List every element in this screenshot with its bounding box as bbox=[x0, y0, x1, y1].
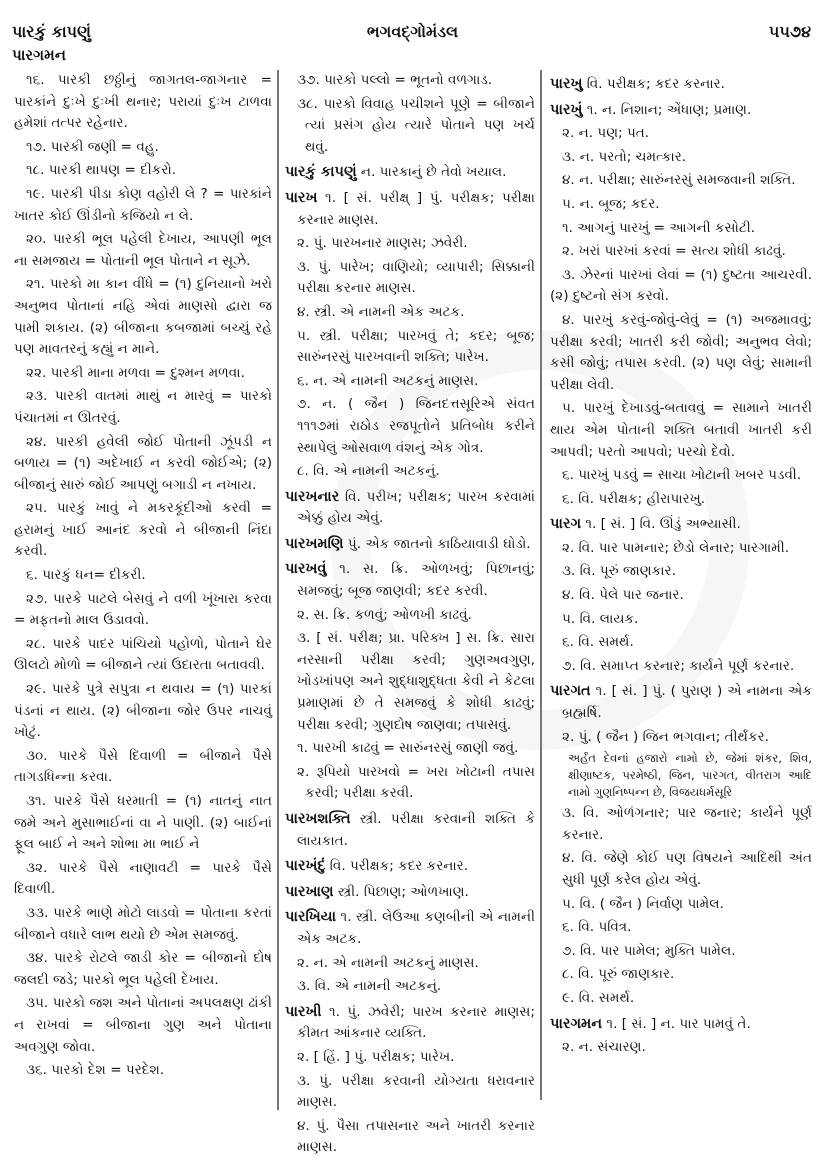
definition-text: ૨. પું. પારખનાર માણસ; ઝવેરી. bbox=[297, 235, 468, 252]
column-3 bbox=[550, 70, 812, 1061]
entry-sense bbox=[14, 903, 272, 946]
definition-text: ૨. [ હિં. ] પું. પરીક્ષક; પારેખ. bbox=[297, 1048, 455, 1065]
page-number: ૫૫૭૪ bbox=[768, 22, 811, 41]
definition-text: ૪. પું. પૈસા તપાસનાર અને ખાતરી કરનાર માણસ. bbox=[297, 1117, 535, 1156]
entry-sense bbox=[14, 386, 272, 429]
definition-text: ૫. વિ. લાયક. bbox=[562, 610, 639, 627]
dictionary-entry bbox=[285, 487, 535, 530]
entry-sense bbox=[14, 137, 272, 159]
dictionary-entry bbox=[285, 1002, 535, 1045]
definition-text: સ્ત્રી. પરીક્ષા કરવાની શક્તિ કે લાયકાત. bbox=[297, 811, 535, 849]
definition-text: ૨૪. પારકી હવેલી જોઈ પોતાની ઝૂંપડી ન બળાય = (૧) અદેખાઈ ન કરવી જોઈએ; (૨) બીજાનું સારું જોઈ આપણું બગાડી ન નખાય. bbox=[14, 433, 272, 493]
entry-sense bbox=[550, 170, 812, 192]
definition-text: ૧. ન. નિશાન; એંધાણ; પ્રમાણ. bbox=[582, 101, 752, 118]
dictionary-entry bbox=[285, 856, 535, 878]
definition-text: ૩૦. પારકે પૈસે દિવાળી = બીજાને પૈસે તાગડધિન્ના કરવા. bbox=[14, 747, 272, 786]
dictionary-entry bbox=[550, 1014, 812, 1036]
definition-text: ૩૮. પારકો વિવાહ પચીશને પૂણે = બીજાને ત્યાં પ્રસંગ હોય ત્યારે પોતાને પણ ખર્ચ થવું. bbox=[297, 95, 535, 155]
definition-text: ૬. વિ. સમર્થ. bbox=[562, 634, 634, 651]
definition-text: ૪. વિ. પેલે પાર જનાર. bbox=[562, 587, 684, 604]
definition-text: ૩૫. પારકો જશ અને પોતાનાં અપલક્ષણ ઢાંકી ન રાખવાં = બીજાના ગુણ અને પોતાના અવગુણ જોવા. bbox=[14, 995, 272, 1055]
entry-sense bbox=[550, 1037, 812, 1059]
definition-text: ૩૭. પારકો પલ્લો = ભૂતનો વળગાડ. bbox=[297, 72, 493, 88]
definition-text: ૮. વિ. પૂરું જાણકાર. bbox=[562, 966, 675, 983]
definition-text: ૨૫. પારકું ખાવું ને મકરકૂંદીઓ કરવી = હરામનું ખાઈ આનંદ કરવો ને બીજાની નિંદા કરવી. bbox=[14, 500, 272, 560]
entry-sense bbox=[550, 489, 812, 511]
headword: પારકું કાપણું bbox=[285, 164, 357, 181]
definition-text: ૨૧. પારકો મા કાન વીંધે = (૧) દુનિયાનો ખરો અનુભવ પોતાનાં નહિ એવાં માણસો દ્વારા જ પામી શકાય. (૨) બીજાના કબજામાં બચ્ચું રહે પણ માવતરનું કહ્યું ન માને. bbox=[14, 276, 272, 358]
definition-text: ૭. વિ. સમાપ્ત કરનાર; કાર્યને પૂર્ણ કરનાર. bbox=[562, 657, 795, 674]
entry-sense bbox=[550, 218, 812, 240]
entry-sense bbox=[285, 1071, 535, 1114]
entry-sense bbox=[285, 953, 535, 975]
entry-sense bbox=[14, 634, 272, 677]
entry-sense bbox=[550, 848, 812, 891]
entry-sense bbox=[550, 194, 812, 216]
definition-text: ૬. વિ. પરીક્ષક; હીરાપારખુ. bbox=[562, 490, 706, 507]
entry-sense bbox=[550, 123, 812, 145]
dictionary-entry bbox=[550, 74, 812, 96]
definition-text: ૧૮. પારકી થાપણ = દીકરો. bbox=[26, 162, 177, 179]
entry-sense bbox=[285, 976, 535, 998]
entry-sense bbox=[550, 656, 812, 678]
dictionary-entry bbox=[285, 162, 535, 184]
definition-text: ૩. વિ. ઓળંગનાર; પાર જનાર; કાર્યને પૂર્ણ કરનાર. bbox=[562, 805, 812, 843]
entry-sense bbox=[285, 70, 535, 92]
entry-sense bbox=[285, 302, 535, 324]
headword: પારગત bbox=[550, 683, 591, 700]
definition-text: ૩. વિ. એ નામની અટકનું. bbox=[297, 978, 442, 995]
definition-text: ૪. પારખું કરવું-જોવું-લેવું = (૧) અજમાવવું; પરીક્ષા કરવી; ખાતરી કરી જોવી; અનુભવ લેવો; કસી જોવું; તપાસ કરવી. (૨) પણ લેવું; સામાની પરીક્ષા લેવી. bbox=[550, 311, 812, 393]
entry-sense bbox=[285, 762, 535, 805]
definition-text: વિ. પરીખ; પરીક્ષક; પારખ કરવામાં એક્કું હોય એવું. bbox=[297, 488, 535, 527]
definition-text: ૫. પારખું દેખાડવું-બતાવવું = સામાને ખાતરી થાય એમ પોતાની શક્તિ બતાવી ખાતરી કરી આપવી; પરતો આપવો; પરચો દેવો. bbox=[550, 400, 812, 460]
entry-sense bbox=[14, 858, 272, 901]
column-divider bbox=[277, 70, 279, 1110]
definition-text: ૨૯. પારકે પુત્રે સપુત્રા ન થવાય = (૧) પારકાં પંડનાં ન થાય. (૨) બીજાના જોર ઉપર નાચવું ખોટું. bbox=[14, 681, 272, 741]
entry-sense bbox=[550, 727, 812, 749]
entry-sense bbox=[14, 948, 272, 991]
entry-sense bbox=[14, 791, 272, 856]
headword: પારખી bbox=[285, 1003, 322, 1020]
entry-sense bbox=[550, 241, 812, 263]
entry-sense bbox=[14, 229, 272, 272]
definition-text: વિ. પરીક્ષક; કદર કરનાર. bbox=[325, 858, 469, 875]
definition-text: ૭. ન. ( જૈન ) જિનદત્તસૂરિએ સંવત ૧૧૧૭માં રાઠોડ રજપૂતોને પ્રતિબોધ કરીને સ્થાપેલું ઓસવાળ વંશનું એક ગોત્ર. bbox=[297, 396, 535, 456]
entry-sense bbox=[285, 257, 535, 300]
entry-sense bbox=[550, 265, 812, 308]
definition-text: ૫. ન. બૂજ; કદર. bbox=[562, 195, 660, 212]
entry-sense bbox=[285, 461, 535, 483]
entry-sense bbox=[285, 394, 535, 459]
entry-sense bbox=[14, 1060, 272, 1082]
definition-text: ૧. સ્ત્રી. લેઉઆ કણબીની એ નામની એક અટક. bbox=[297, 909, 535, 947]
entry-sense bbox=[14, 993, 272, 1058]
entry-sense bbox=[550, 917, 812, 939]
entry-sense bbox=[550, 750, 812, 801]
entry-sense bbox=[285, 605, 535, 627]
entry-sense bbox=[14, 184, 272, 227]
definition-text: ૩. વિ. પૂરું જાણકાર. bbox=[562, 563, 676, 580]
definition-text: ૨૩. પારકી વાતમાં માથું ન મારવું = પારકો પંચાતમાં ન ઊતરવું. bbox=[14, 388, 272, 426]
headword: પારગમન bbox=[550, 1015, 603, 1032]
definition-text: ૧૭. પારકી જણી = વહુ. bbox=[26, 138, 159, 155]
dictionary-entry bbox=[285, 559, 535, 602]
dictionary-entry bbox=[285, 907, 535, 950]
definition-text: ૨. વિ. પાર પામનાર; છેડો લેનાર; પારગામી. bbox=[562, 539, 790, 556]
definition-text: ૬. વિ. પવિત્ર. bbox=[562, 919, 632, 936]
headword: પારખંદું bbox=[285, 858, 326, 875]
entry-sense bbox=[285, 326, 535, 369]
running-head-left: પારકું કાપણું bbox=[12, 22, 91, 41]
definition-text: ૧. [ સં. પરીક્ષ્ ] પું. પરીક્ષક; પરીક્ષા કરનાર માણસ. bbox=[297, 189, 535, 228]
headword: પારખું bbox=[550, 101, 583, 118]
definition-text: ૮. વિ. એ નામની અટકનું. bbox=[297, 463, 440, 480]
entry-sense bbox=[550, 147, 812, 169]
entry-sense bbox=[550, 988, 812, 1010]
definition-text: ૧૬. પારકી છઠ્ઠીનું જાગતલ-જાગનાર = પારકાંને દુઃખે દુઃખી થનાર; પરાયાં દુઃખ ટાળવા હમેશાં તત્પર રહેનાર. bbox=[14, 72, 272, 132]
headword: પારખશક્તિ bbox=[285, 811, 351, 827]
dictionary-entry bbox=[285, 534, 535, 556]
definition-text: ૨. સ. ક્રિ. કળવું; ઓળખી કાઢવું. bbox=[297, 606, 472, 623]
entry-sense bbox=[285, 371, 535, 393]
definition-text: ૧. [ સં. ] પું. ( પુરાણ ) એ નામના એક બ્રહ્મર્ષિ. bbox=[562, 683, 812, 722]
definition-text: ૩૩. પારકે ભાણે મોટો લાડવો = પોતાના કરતાં બીજાને વધારે લાભ થયો છે એમ સમજવું. bbox=[14, 904, 272, 943]
dictionary-entry bbox=[550, 681, 812, 724]
definition-text: ૧. પું. ઝવેરી; પારખ કરનાર માણસ; કીમત આંકનાર વ્યક્તિ. bbox=[297, 1003, 535, 1042]
dictionary-entry bbox=[285, 188, 535, 231]
entry-sense bbox=[550, 964, 812, 986]
book-title: ભગવદ્ગોમંડલ bbox=[366, 22, 459, 41]
definition-text: ૩. ઝેરનાં પારખાં લેવાં = (૧) દુષ્ટતા આચરવી. (૨) દુષ્ટનો સંગ કરવો. bbox=[550, 266, 812, 305]
entry-sense bbox=[550, 894, 812, 916]
entry-sense bbox=[14, 679, 272, 744]
definition-text: ૩૧. પારકે પૈસે ધરમાતી = (૧) નાતનું નાત જમે અને મુસાભાઈનાં વા ને પાણી. (૨) બાઈનાં ફૂલ બાઈ ને અને શોભા મા ભાઈ ને bbox=[14, 793, 272, 853]
entry-sense bbox=[14, 498, 272, 563]
definition-text: સ્ત્રી. પિછાણ; ઓળખાણ. bbox=[333, 883, 469, 900]
definition-text: ૩. ન. પરતો; ચમત્કાર. bbox=[562, 148, 687, 165]
definition-text: ૨. રૂપિયો પારખવો = ખરા ખોટાની તપાસ કરવી; પરીક્ષા કરવી. bbox=[297, 763, 535, 802]
definition-text: ૨૭. પારકે પાટલે બેસવું ને વળી ખૂંખારા કરવા = મફતનો માલ ઉડાવવો. bbox=[14, 590, 272, 629]
definition-text: ૪. વિ. જેણે કોઈ પણ વિષયને આદિથી અંત સુધી પૂર્ણ કરેલ હોય એવું. bbox=[562, 850, 812, 888]
definition-text: ૪. સ્ત્રી. એ નામની એક અટક. bbox=[297, 303, 465, 320]
definition-text: ૩૬. પારકો દેશ = પરદેશ. bbox=[26, 1062, 165, 1079]
definition-text: ૧. આગનું પારખું = આગની કસોટી. bbox=[562, 219, 756, 236]
definition-text: ૨. ન. એ નામની અટકનું માણસ. bbox=[297, 954, 479, 971]
definition-text: ૨. ખરાં પારખાં કરવાં = સત્ય શોધી કાઢવું. bbox=[562, 243, 786, 260]
dictionary-entry bbox=[550, 514, 812, 536]
definition-text: ન. પારકાનું છે તેવો ખયાલ. bbox=[356, 164, 507, 181]
entry-sense bbox=[285, 738, 535, 760]
entry-sense bbox=[285, 233, 535, 255]
entry-sense bbox=[285, 628, 535, 736]
dictionary-entry bbox=[550, 100, 812, 122]
entry-sense bbox=[14, 565, 272, 587]
headword: પારખ bbox=[285, 189, 318, 206]
entry-sense bbox=[285, 94, 535, 159]
definition-text: ૩. પું. પારેખ; વાણિયો; વ્યાપારી; સિક્કાની પરીક્ષા કરનાર માણસ. bbox=[297, 258, 535, 297]
entry-sense bbox=[14, 432, 272, 497]
definition-text: ૫. વિ. ( જૈન ) નિર્વાણ પામેલ. bbox=[562, 895, 724, 912]
definition-text: ૫. સ્ત્રી. પરીક્ષા; પારખવું તે; કદર; બૂજ; સારુંનરસું પારખવાની શક્તિ; પારેખ. bbox=[297, 327, 535, 366]
entry-sense bbox=[550, 538, 812, 560]
definition-text: ૪. ન. પરીક્ષા; સારુંનરસું સમજવાની શક્તિ. bbox=[562, 172, 796, 189]
definition-text: ૨૨. પારકી માના મળવા = દુશ્મન મળવા. bbox=[26, 364, 245, 381]
entry-sense bbox=[14, 363, 272, 385]
dictionary-entry bbox=[285, 882, 535, 904]
definition-text: ૨૦. પારકી ભૂલ પહેલી દેખાય, આપણી ભૂલ ના સમજાય = પોતાની ભૂલ પોતાને ન સૂઝે. bbox=[14, 231, 272, 269]
running-head-last-word: પારગમન bbox=[12, 46, 66, 64]
entry-sense bbox=[14, 70, 272, 135]
column-divider bbox=[540, 70, 542, 1100]
headword: પારખમણિ bbox=[285, 535, 344, 552]
headword: પારખુ bbox=[550, 76, 583, 92]
entry-sense bbox=[285, 1116, 535, 1159]
definition-text: ૬. ન. એ નામની અટકનું માણસ. bbox=[297, 372, 479, 389]
entry-sense bbox=[550, 609, 812, 631]
entry-sense bbox=[550, 398, 812, 463]
definition-text: ૨. ન. પણ; પત. bbox=[562, 125, 650, 142]
definition-text: ૨. પું. ( જૈન ) જિન ભગવાન; તીર્થંકર. bbox=[562, 728, 769, 745]
dictionary-entry bbox=[285, 809, 535, 852]
headword: પારગ bbox=[550, 516, 582, 533]
entry-sense bbox=[285, 1047, 535, 1069]
entry-sense bbox=[550, 585, 812, 607]
definition-text: ૧. પારખી કાઢવું = સારુંનરસું જાણી જવું. bbox=[297, 740, 519, 757]
entry-sense bbox=[550, 632, 812, 654]
entry-sense bbox=[14, 160, 272, 182]
entry-sense bbox=[550, 941, 812, 963]
definition-text: ૧. સ. ક્રિ. ઓળખવું; પિછાનવું; સમજવું; બૂજ જાણવી; કદર કરવી. bbox=[297, 561, 535, 600]
definition-text: ૩. [ સં. પરીક્ષ; પ્રા. પરિક્ખ ] સ. ક્રિ. સારા નરસાની પરીક્ષા કરવી; ગુણઅવગુણ, ખોડખાંપણ અને શુદ્ધાશુદ્ધતા કેવી ને કેટલા પ્રમાણમાં છે તે સમજવું કે શોધી કાઢવું; પરીક્ષા કરવી; ગુણદોષ જાણવા; તપાસવું. bbox=[297, 630, 535, 733]
definition-text: અર્હંત દેવનાં હજારો નામો છે, જેમાં શંકર, શિવ, ક્ષીણાષ્ટક, પરમેષ્ઠી, જિન, પારગત, વીતરાગ આદિ નામો ગુણનિષ્પન્ન છે, વિજયધર્મસૂરિ bbox=[568, 751, 812, 800]
definition-text: ૩૪. પારકે રોટલે જાડી કોર = બીજાનો દોષ જલદી જડે; પારકો ભૂલ પહેલી દેખાય. bbox=[14, 950, 272, 988]
definition-text: ૭. વિ. પાર પામેલ; મુક્તિ પામેલ. bbox=[562, 942, 736, 959]
headword: પારખાણ bbox=[285, 883, 334, 900]
definition-text: ૬. પારખું પડવું = સાચા ખોટાની ખબર પડવી. bbox=[562, 467, 802, 484]
definition-text: ૯. વિ. સમર્થ. bbox=[562, 989, 635, 1006]
definition-text: ૨૮. પારકે પાદર પાંચિયો પહોળો, પોતાને ઘેર ઊલટો મોળો = બીજાને ત્યાં ઉદારતા બતાવવી. bbox=[14, 635, 272, 674]
column-1 bbox=[14, 70, 272, 1084]
definition-text: પું. એક જાતનો કાઠિયાવાડી ઘોડો. bbox=[343, 535, 531, 552]
definition-text: ૬. પારકું ધન= દીકરી. bbox=[26, 567, 146, 584]
entry-sense bbox=[14, 589, 272, 632]
headword: પારખનાર bbox=[285, 488, 340, 505]
headword: પારખવું bbox=[285, 561, 327, 578]
entry-sense bbox=[14, 746, 272, 789]
definition-text: ૧. [ સં. ] વિ. ઊંડું અભ્યાસી. bbox=[581, 516, 741, 533]
definition-text: ૨. ન. સંચારણ. bbox=[562, 1039, 646, 1056]
entry-sense bbox=[550, 561, 812, 583]
entry-sense bbox=[550, 465, 812, 487]
definition-text: વિ. પરીક્ષક; કદર કરનાર. bbox=[582, 76, 725, 92]
definition-text: ૩. પું. પરીક્ષા કરવાની યોગ્યતા ધરાવનાર માણસ. bbox=[297, 1072, 535, 1111]
definition-text: ૧. [ સં. ] ન. પાર પામવું તે. bbox=[602, 1015, 751, 1032]
entry-sense bbox=[550, 803, 812, 846]
headword: પારખિયા bbox=[285, 909, 337, 926]
definition-text: ૧૯. પારકી પીડા કોણ વહોરી લે ? = પારકાંને ખાતર કોઈ ઊંડીનો કજિયો ન લે. bbox=[14, 185, 272, 224]
entry-sense bbox=[550, 310, 812, 396]
column-2 bbox=[285, 70, 535, 1161]
entry-sense bbox=[14, 274, 272, 360]
definition-text: ૩૨. પારકે પૈસે નાણાવટી = પારકે પૈસે દિવાળી. bbox=[14, 859, 272, 898]
